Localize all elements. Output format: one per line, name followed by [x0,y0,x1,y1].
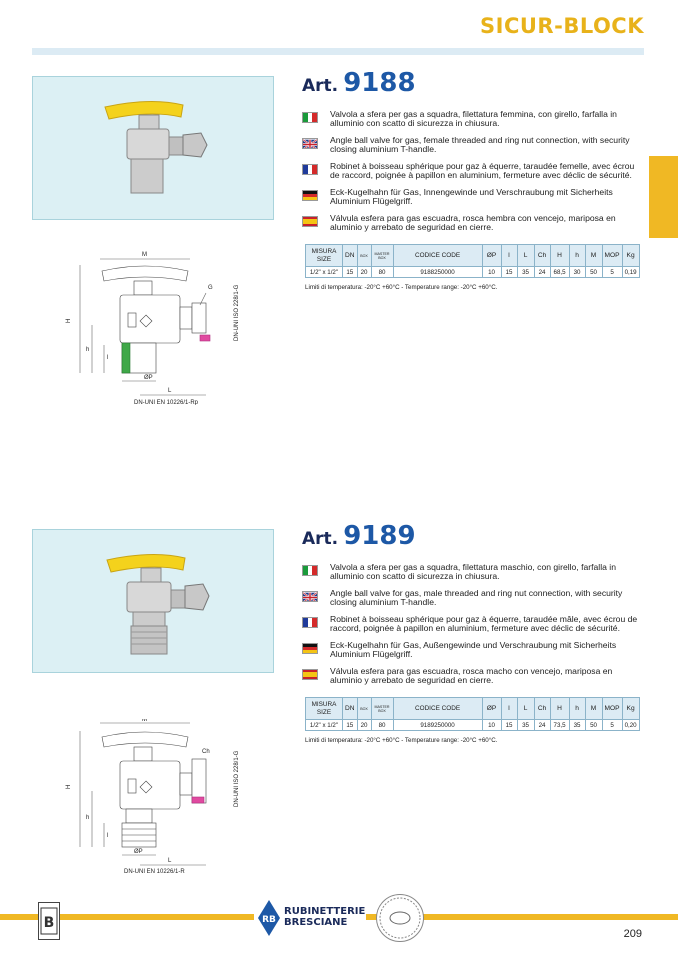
uk-flag-icon [302,138,318,149]
dim-P: ØP [144,375,153,381]
certification-seal-icon [376,894,424,942]
table-header-row: MISURA SIZE DN BOX MASTER BOX CODICE CODE ØP l L Ch H h M MOP Kg [306,698,640,720]
description-es: Válvula esfera para gas escuadra, rosca macho con vencejo, mariposa en aluminio y arrebato de seguridad en cierre. [302,667,646,693]
description-fr: Robinet à boisseau sphérique pour gaz à équerre, taraudée femelle, avec écrou de raccord, poignée à papillon en aluminium, fermeture avec déclic de sécurité. [302,162,646,188]
product-photo [32,529,274,673]
it-flag-icon [302,112,318,123]
table-row: 1/2" x 1/2" 15 20 80 9188250000 10 15 35 24 68,5 30 50 5 0,19 [306,267,640,278]
valve-photo-icon [33,530,275,674]
art-label: Art. [302,529,339,549]
article-number: 9189 [343,521,416,551]
es-flag-icon [302,669,318,680]
svg-text:RB: RB [262,915,276,925]
article-title [302,521,416,551]
description-de: Eck-Kugelhahn für Gas, Innengewinde und Verschraubung mit Sicherheits Aluminium Flügelgriff. [302,188,646,214]
article-title [302,68,416,98]
page-title: SICUR-BLOCK [480,14,644,38]
description-list [302,110,646,240]
article-number: 9188 [343,68,416,98]
dim-l: l [107,833,109,839]
valve-photo-icon [33,77,275,221]
dim-P: ØP [134,849,143,855]
svg-text:B: B [43,915,55,931]
dim-H: H [66,784,72,789]
page-number: 209 [623,928,642,940]
fr-flag-icon [302,164,318,175]
de-flag-icon [302,190,318,201]
dim-L: L [168,858,172,864]
brand-line2: BRESCIANE [284,917,348,928]
norm-bottom: DN-UNI EN 10226/1-Rp [134,400,199,405]
dim-h: h [86,347,90,353]
table-row: 1/2" x 1/2" 15 20 80 9189250000 10 15 35 24 73,5 35 50 5 0,20 [306,720,640,731]
dim-M: M [142,252,147,258]
norm-right: DN-UNI ISO 228/1-G [234,750,240,807]
description-it: Valvola a sfera per gas a squadra, filettatura femmina, con girello, farfalla in alluminio con scatto di sicurezza in chiusura. [302,110,646,136]
uk-flag-icon [302,591,318,602]
dim-Ch: Ch [202,749,210,755]
dim-G: G [208,285,213,291]
temperature-note: Limiti di temperatura: -20°C +60°C - Temperature range: -20°C +60°C. [305,284,498,291]
product-photo [32,76,274,220]
dim-M: M [142,719,147,723]
dim-h: h [86,815,90,821]
norm-bottom: DN-UNI EN 10226/1-R [124,869,185,875]
description-it: Valvola a sfera per gas a squadra, filettatura maschio, con girello, farfalla in alluminio con scatto di sicurezza in chiusura. [302,563,646,589]
it-flag-icon [302,565,318,576]
technical-drawing [60,719,260,879]
brand-mark-icon [256,898,282,938]
brand-logo [254,898,366,938]
table-header-row: MISURA SIZE DN BOX MASTER BOX CODICE CODE ØP l L Ch H h M MOP Kg [306,245,640,267]
technical-drawing [60,245,260,405]
art-label: Art. [302,76,339,96]
fr-flag-icon [302,617,318,628]
description-de: Eck-Kugelhahn für Gas, Außengewinde und Verschraubung mit Sicherheits Aluminium Flügelgriff. [302,641,646,667]
header-bar [32,48,644,55]
description-list [302,563,646,693]
side-tab [649,156,678,238]
dim-l: l [107,355,109,361]
group-logo-icon [38,902,60,940]
de-flag-icon [302,643,318,654]
brand-line1: RUBINETTERIE [284,906,366,917]
norm-right: DN-UNI ISO 228/1-G [234,284,240,341]
spec-table [305,244,640,278]
dim-L: L [168,388,172,394]
description-fr: Robinet à boisseau sphérique pour gaz à équerre, taraudée mâle, avec écrou de raccord, poignée à papillon en aluminium, fermeture avec déclic de sécurité. [302,615,646,641]
description-es: Válvula esfera para gas escuadra, rosca hembra con vencejo, mariposa en aluminio y arrebato de seguridad en cierre. [302,214,646,240]
spec-table [305,697,640,731]
description-en: Angle ball valve for gas, male threaded and ring nut connection, with security closing aluminium T-handle. [302,589,646,615]
es-flag-icon [302,216,318,227]
temperature-note: Limiti di temperatura: -20°C +60°C - Temperature range: -20°C +60°C. [305,737,498,744]
description-en: Angle ball valve for gas, female threaded and ring nut connection, with security closing aluminium T-handle. [302,136,646,162]
dim-H: H [66,318,72,323]
